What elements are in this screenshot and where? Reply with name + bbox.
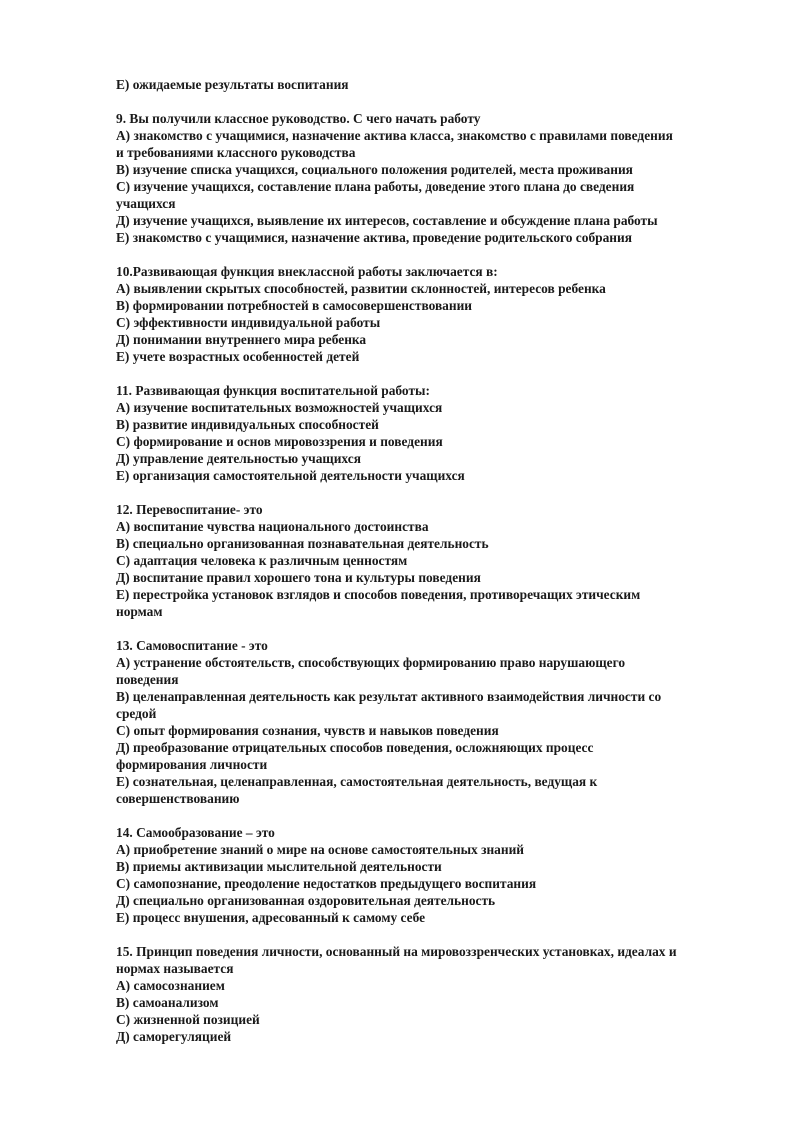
answer-line: А) знакомство с учащимися, назначение актива класса, знакомство с правилами поведения	[116, 128, 673, 143]
answer-line: В) приемы активизации мыслительной деятельности	[116, 859, 442, 874]
answer-line: В) самоанализом	[116, 995, 219, 1010]
answer-line: Д) изучение учащихся, выявление их интересов, составление и обсуждение плана работы	[116, 213, 658, 228]
answer-line: Д) управление деятельностью учащихся	[116, 451, 361, 466]
answer-line: С) опыт формирования сознания, чувств и навыков поведения	[116, 723, 499, 738]
question-text: 10.Развивающая функция внеклассной работы заключается в:	[116, 264, 498, 279]
question-text: 14. Самообразование – это	[116, 825, 275, 840]
answer-line: Е) организация самостоятельной деятельности учащихся	[116, 468, 465, 483]
answer-line: С) изучение учащихся, составление плана работы, доведение этого плана до сведения	[116, 179, 635, 194]
question-text: 15. Принцип поведения личности, основанный на мировоззренческих установках, идеалах и	[116, 944, 677, 959]
question-text: 9. Вы получили классное руководство. С чего начать работу	[116, 111, 481, 126]
answer-line: Е) учете возрастных особенностей детей	[116, 349, 360, 364]
question-text: 12. Перевоспитание- это	[116, 502, 263, 517]
answer-line: Д) понимании внутреннего мира ребенка	[116, 332, 367, 347]
answer-line: В) формировании потребностей в самосовершенствовании	[116, 298, 473, 313]
answer-line: А) устранение обстоятельств, способствующих формированию право нарушающего	[116, 655, 626, 670]
answer-line: Е) процесс внушения, адресованный к самому себе	[116, 910, 426, 925]
answer-line: Д) преобразование отрицательных способов поведения, осложняющих процесс	[116, 740, 594, 755]
answer-line: Д) специально организованная оздоровительная деятельность	[116, 893, 496, 908]
answer-line: А) воспитание чувства национального достоинства	[116, 519, 429, 534]
answer-line: С) адаптация человека к различным ценностям	[116, 553, 408, 568]
answer-line: Д) саморегуляцией	[116, 1029, 232, 1044]
answer-line: нормам	[116, 604, 163, 619]
answer-line: Е) сознательная, целенаправленная, самостоятельная деятельность, ведущая к	[116, 774, 598, 789]
answer-line: А) приобретение знаний о мире на основе самостоятельных знаний	[116, 842, 525, 857]
answer-line: А) выявлении скрытых способностей, развитии склонностей, интересов ребенка	[116, 281, 606, 296]
question-text: 11. Развивающая функция воспитательной работы:	[116, 383, 430, 398]
question-10	[116, 263, 740, 365]
question-11	[116, 382, 740, 484]
answer-line: С) самопознание, преодоление недостатков предыдущего воспитания	[116, 876, 537, 891]
answer-line: В) специально организованная познавательная деятельность	[116, 536, 489, 551]
answer-line: А) самосознанием	[116, 978, 225, 993]
answer-line: учащихся	[116, 196, 176, 211]
answer-line: С) формирование и основ мировоззрения и поведения	[116, 434, 443, 449]
answer-line: совершенствованию	[116, 791, 240, 806]
answer-line: нормах называется	[116, 961, 234, 976]
answer-line: средой	[116, 706, 157, 721]
question-14	[116, 824, 740, 926]
previous-question-tail	[116, 76, 740, 93]
question-15	[116, 943, 740, 1045]
answer-line: Е) знакомство с учащимися, назначение актива, проведение родительского собрания	[116, 230, 632, 245]
answer-line: В) целенаправленная деятельность как результат активного взаимодействия личности со	[116, 689, 662, 704]
question-13	[116, 637, 740, 807]
document-page	[116, 76, 740, 1062]
question-text: 13. Самовоспитание - это	[116, 638, 268, 653]
answer-line: С) эффективности индивидуальной работы	[116, 315, 381, 330]
answer-option-e: Е) ожидаемые результаты воспитания	[116, 77, 349, 92]
question-12	[116, 501, 740, 620]
answer-line: Д) воспитание правил хорошего тона и культуры поведения	[116, 570, 481, 585]
answer-line: А) изучение воспитательных возможностей учащихся	[116, 400, 443, 415]
answer-line: В) развитие индивидуальных способностей	[116, 417, 379, 432]
question-9	[116, 110, 740, 246]
answer-line: формирования личности	[116, 757, 268, 772]
answer-line: В) изучение списка учащихся, социального положения родителей, места проживания	[116, 162, 633, 177]
answer-line: Е) перестройка установок взглядов и способов поведения, противоречащих этическим	[116, 587, 641, 602]
answer-line: С) жизненной позицией	[116, 1012, 260, 1027]
answer-line: и требованиями классного руководства	[116, 145, 356, 160]
answer-line: поведения	[116, 672, 179, 687]
